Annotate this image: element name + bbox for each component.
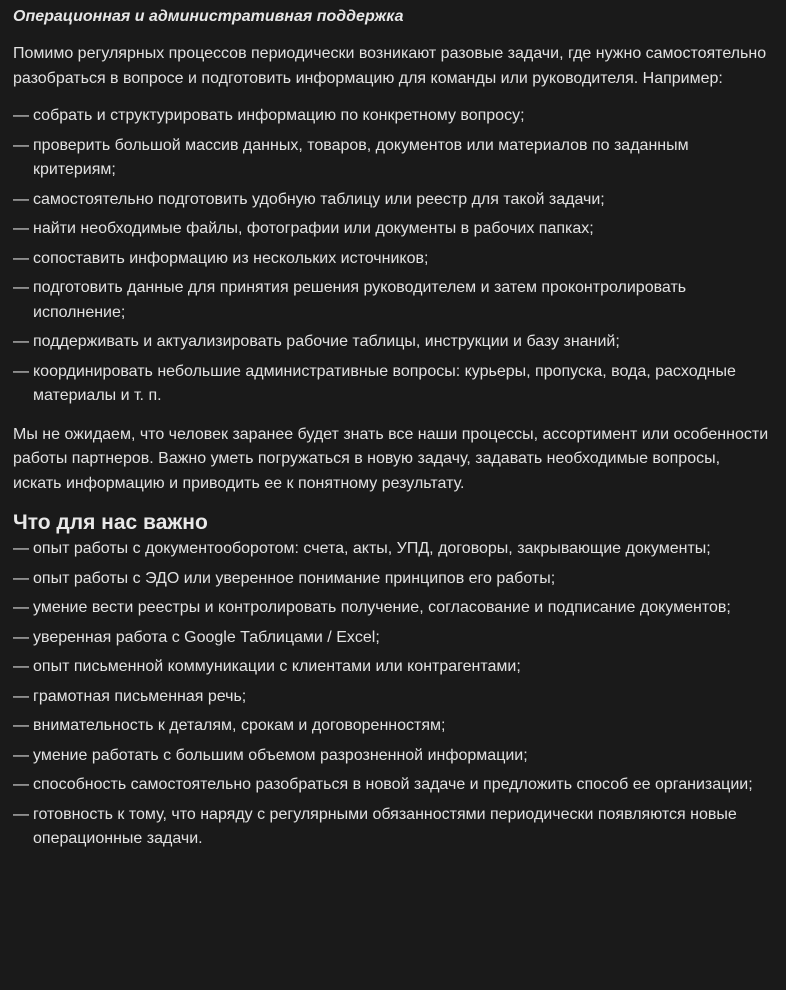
dash-marker: — <box>13 569 29 587</box>
dash-marker: — <box>13 717 29 734</box>
list-item-text: подготовить данные для принятия решения руководителем и затем проконтролировать исполнение; <box>33 279 687 321</box>
list-item <box>13 276 772 325</box>
list-item <box>13 773 772 798</box>
list-item-text: опыт письменной коммуникации с клиентами или контрагентами; <box>33 658 521 675</box>
requirements-list <box>13 537 772 852</box>
dash-marker: — <box>13 333 29 350</box>
list-item-text: грамотная письменная речь; <box>33 687 247 705</box>
list-item <box>13 626 772 651</box>
list-item <box>13 596 772 621</box>
requirements-heading: Что для нас важно <box>13 511 208 534</box>
list-item <box>13 360 772 409</box>
dash-marker: — <box>13 746 29 764</box>
dash-marker: — <box>13 658 29 675</box>
dash-marker: — <box>13 805 29 823</box>
dash-marker: — <box>13 220 29 237</box>
dash-marker: — <box>13 107 29 124</box>
dash-marker: — <box>13 540 29 557</box>
list-item <box>13 714 772 739</box>
dash-marker: — <box>13 776 29 793</box>
list-item-text: опыт работы с ЭДО или уверенное понимание принципов его работы; <box>33 569 556 587</box>
list-item <box>13 744 772 769</box>
list-item <box>13 217 772 242</box>
list-item-text: найти необходимые файлы, фотографии или документы в рабочих папках; <box>33 220 594 237</box>
list-item-text: проверить большой массив данных, товаров, документов или материалов по заданным критериям; <box>33 136 689 178</box>
list-item-text: умение работать с большим объемом разрозненной информации; <box>33 746 528 764</box>
intro-paragraph: Помимо регулярных процессов периодически возникают разовые задачи, где нужно самостоятельно разобраться в вопросе и подготовить информацию для команды или руководителя. Например: <box>13 45 767 87</box>
dash-marker: — <box>13 599 29 616</box>
list-item-text: уверенная работа с Google Таблицами / Excel; <box>33 628 380 646</box>
list-item <box>13 330 772 355</box>
dash-marker: — <box>13 628 29 646</box>
list-item <box>13 188 772 213</box>
list-item-text: готовность к тому, что наряду с регулярными обязанностями периодически появляются новые операционные задачи. <box>33 805 737 847</box>
list-item <box>13 803 772 852</box>
section-title: Операционная и административная поддержка <box>13 8 404 25</box>
list-item-text: координировать небольшие административные вопросы: курьеры, пропуска, вода, расходные материалы и т. п. <box>33 362 736 404</box>
tasks-list <box>13 104 772 409</box>
list-item <box>13 247 772 272</box>
closing-paragraph: Мы не ожидаем, что человек заранее будет знать все наши процессы, ассортимент или особенности работы партнеров. Важно уметь погружаться в новую задачу, задавать необходимые вопросы, искать информацию и приводить ее к понятному результату. <box>13 425 769 492</box>
list-item <box>13 537 772 562</box>
list-item-text: внимательность к деталям, срокам и договоренностям; <box>33 717 446 734</box>
dash-marker: — <box>13 362 29 380</box>
dash-marker: — <box>13 687 29 705</box>
list-item-text: собрать и структурировать информацию по конкретному вопросу; <box>33 107 525 124</box>
list-item-text: поддерживать и актуализировать рабочие таблицы, инструкции и базу знаний; <box>33 333 620 350</box>
dash-marker: — <box>13 190 29 208</box>
dash-marker: — <box>13 249 29 267</box>
list-item-text: опыт работы с документооборотом: счета, акты, УПД, договоры, закрывающие документы; <box>33 540 711 557</box>
list-item <box>13 134 772 183</box>
dash-marker: — <box>13 279 29 296</box>
list-item <box>13 655 772 680</box>
list-item <box>13 567 772 592</box>
dash-marker: — <box>13 136 29 154</box>
list-item <box>13 685 772 710</box>
list-item <box>13 104 772 129</box>
list-item-text: самостоятельно подготовить удобную таблицу или реестр для такой задачи; <box>33 190 605 208</box>
list-item-text: способность самостоятельно разобраться в новой задаче и предложить способ ее организации; <box>33 776 753 793</box>
list-item-text: сопоставить информацию из нескольких источников; <box>33 249 429 267</box>
list-item-text: умение вести реестры и контролировать получение, согласование и подписание документов; <box>33 599 731 616</box>
